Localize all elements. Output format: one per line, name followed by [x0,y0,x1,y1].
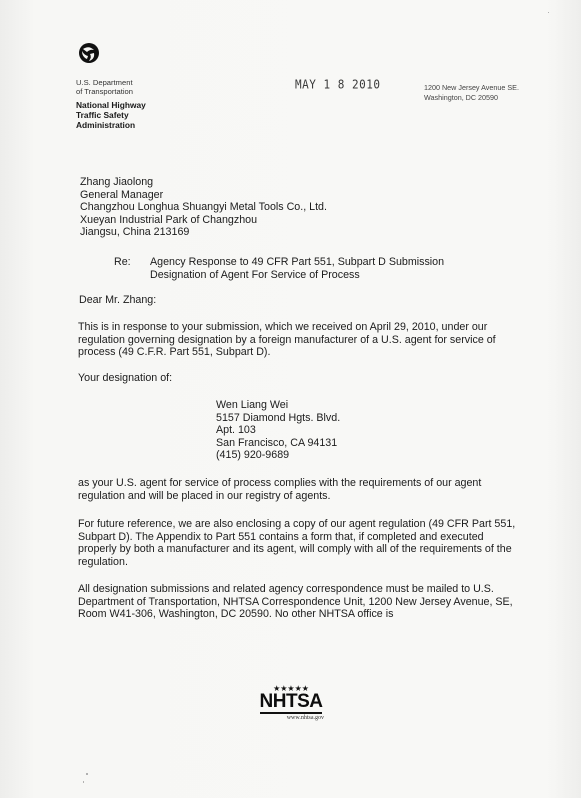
body-paragraph-3: as your U.S. agent for service of process complies with the requirements of our agent regulation and will be placed in our registry of agents. [78,477,482,502]
recipient-line: General Manager [80,188,164,201]
agency-name-line3: Administration [76,120,136,130]
designated-agent-address [216,399,340,462]
scan-speck [83,781,84,783]
nhtsa-wordmark: NHTSA [259,691,323,712]
agency-name-line2: Traffic Safety [76,110,129,120]
agent-line: 5157 Diamond Hgts. Blvd. [216,411,341,424]
body-paragraph-4: For future reference, we are also enclosing a copy of our agent regulation (49 CFR Part 551, Subpart D). The Appendix to Part 551 contains a form that, if completed and executed properly by both a manufacturer and its agent, will comply with all of the requirements of the regulation. [78,518,516,568]
dot-triskelion-logo-icon [78,42,100,68]
body-paragraph-2: Your designation of: [78,372,173,384]
body-paragraph-1: This is in response to your submission, which we received on April 29, 2010, under our regulation governing designation by a foreign manufacturer of a U.S. agent for service of process (49 C.F.R. Part 551, Subpart D). [78,321,496,359]
subject-line2: Designation of Agent For Service of Process [150,268,360,281]
website-url: www.nhtsa.gov [286,715,324,721]
address-line1: 1200 New Jersey Avenue SE. [424,83,519,92]
salutation: Dear Mr. Zhang: [79,294,157,306]
recipient-line: Changzhou Longhua Shuangyi Metal Tools Co., Ltd. [80,201,327,214]
logo-underline [260,712,322,714]
agent-line: (415) 920-9689 [216,449,290,462]
subject-label: Re: [114,256,131,268]
nhtsa-footer-logo [256,685,326,722]
agent-line: Apt. 103 [216,424,256,437]
stars-icon: ★★★★★ [273,684,309,693]
recipient-line: Jiangsu, China 213169 [80,226,190,239]
subject-text [150,256,500,281]
dept-name-line2: of Transportation [76,87,133,96]
date-stamp: MAY 1 8 2010 [295,77,381,92]
agency-name-line1: National Highway [76,100,146,110]
subject-line1: Agency Response to 49 CFR Part 551, Subpart D Submission [150,256,445,268]
address-line2: Washington, DC 20590 [424,92,499,102]
agency-address [424,83,519,102]
recipient-address [80,176,327,239]
scan-speck [86,773,88,775]
agent-line: Wen Liang Wei [216,399,289,411]
scan-speck [548,12,549,13]
dept-name-line1: U.S. Department [76,78,133,87]
recipient-line: Zhang Jiaolong [80,176,154,188]
recipient-line: Xueyan Industrial Park of Changzhou [80,213,258,226]
letterhead-block [76,42,196,130]
body-paragraph-5: All designation submissions and related agency correspondence must be mailed to U.S. Department of Transportation, NHTSA Correspondence Unit, 1200 New Jersey Avenue, SE, Room W41-306, Washington, DC 20590. No other NHTSA office is [78,583,513,621]
agent-line: San Francisco, CA 94131 [216,436,338,449]
